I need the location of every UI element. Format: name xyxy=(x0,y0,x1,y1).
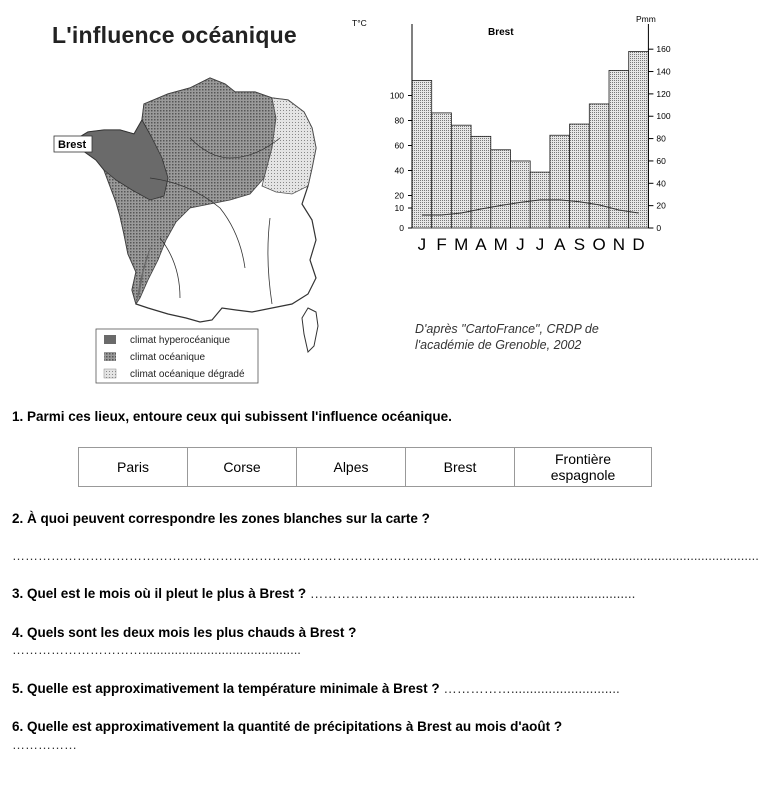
left-tick-label: 40 xyxy=(394,165,404,176)
place-cell-corse[interactable]: Corse xyxy=(188,448,297,487)
month-label: M xyxy=(493,235,508,254)
precipitation-bar xyxy=(471,136,491,228)
precipitation-bar xyxy=(609,70,629,228)
left-tick-label: 0 xyxy=(399,223,404,233)
month-label: J xyxy=(516,235,525,254)
source-line: l'académie de Grenoble, 2002 xyxy=(415,338,582,352)
legend-label: climat océanique xyxy=(130,352,206,363)
question-5-text: 5. Quelle est approximativement la température minimale à Brest ? xyxy=(12,681,440,696)
places-table xyxy=(78,447,652,487)
question-2: 2. À quoi peuvent correspondre les zones blanches sur la carte ? xyxy=(12,511,430,526)
question-3-text: 3. Quel est le mois où il pleut le plus à Brest ? xyxy=(12,586,307,601)
map-legend xyxy=(96,329,258,383)
place-cell-paris[interactable]: Paris xyxy=(79,448,188,487)
answer-line-2[interactable]: ……………………………………………………………………………………………………...................................................................... xyxy=(12,548,759,563)
precipitation-bar xyxy=(589,104,609,228)
answer-line-4[interactable]: …………………………............................................ xyxy=(12,642,301,657)
map-label-brest: Brest xyxy=(58,139,87,151)
right-axis-label: Pmm xyxy=(636,14,656,24)
month-label: D xyxy=(632,235,645,254)
month-label: A xyxy=(475,235,487,254)
month-label: J xyxy=(417,235,427,254)
climate-chart xyxy=(340,8,671,268)
climate-figure xyxy=(40,8,671,388)
left-tick-label: 80 xyxy=(394,115,404,126)
source-line: D'après "CartoFrance", CRDP de xyxy=(415,322,599,336)
answer-line-3[interactable]: …………………….......................................................... xyxy=(309,586,636,601)
question-6: 6. Quelle est approximativement la quantité de précipitations à Brest au mois d'août ? xyxy=(12,719,563,734)
source-citation xyxy=(415,321,599,353)
legend-swatch-medium xyxy=(104,352,116,361)
place-cell-alpes[interactable]: Alpes xyxy=(297,448,406,487)
right-tick-label: 100 xyxy=(656,111,671,122)
left-tick-label: 100 xyxy=(389,90,404,101)
left-axis-label: T°C xyxy=(352,18,367,28)
month-label: A xyxy=(554,235,566,254)
right-tick-label: 80 xyxy=(656,133,666,144)
precipitation-bar xyxy=(412,80,432,228)
month-label: J xyxy=(535,235,545,254)
right-tick-label: 120 xyxy=(656,88,671,99)
question-3 xyxy=(12,585,635,603)
chart-title: Brest xyxy=(488,27,514,38)
precipitation-bar xyxy=(629,51,649,228)
right-tick-label: 60 xyxy=(656,155,666,166)
figure-title: L'influence océanique xyxy=(52,22,297,48)
precipitation-bar xyxy=(491,150,511,228)
right-tick-label: 40 xyxy=(656,178,666,189)
question-5 xyxy=(12,680,620,698)
month-label: F xyxy=(436,235,447,254)
question-1: 1. Parmi ces lieux, entoure ceux qui subissent l'influence océanique. xyxy=(12,409,452,424)
left-tick-label: 20 xyxy=(394,190,404,201)
place-cell-frontiere[interactable]: Frontière espagnole xyxy=(515,448,652,487)
answer-line-6[interactable]: …………… xyxy=(12,737,77,752)
corsica xyxy=(302,308,318,352)
legend-label: climat hyperocéanique xyxy=(130,335,231,346)
precipitation-bar xyxy=(432,113,452,228)
precipitation-bar xyxy=(511,161,531,228)
legend-swatch-dark xyxy=(104,335,116,344)
right-tick-label: 160 xyxy=(656,44,671,55)
left-tick-label: 60 xyxy=(394,140,404,151)
month-label: N xyxy=(612,235,625,254)
month-label: O xyxy=(592,235,606,254)
question-4: 4. Quels sont les deux mois les plus chauds à Brest ? xyxy=(12,625,357,640)
france-climate-map xyxy=(40,8,340,388)
right-tick-label: 20 xyxy=(656,200,666,211)
right-tick-label: 0 xyxy=(656,223,662,233)
right-tick-label: 140 xyxy=(656,66,671,77)
month-label: M xyxy=(454,235,469,254)
place-cell-brest[interactable]: Brest xyxy=(406,448,515,487)
month-label: S xyxy=(573,235,586,254)
precipitation-bar xyxy=(570,124,590,228)
left-tick-label: 10 xyxy=(394,203,404,213)
precipitation-bar xyxy=(550,135,570,228)
legend-swatch-light xyxy=(104,369,116,378)
answer-line-5[interactable]: ……………............................. xyxy=(443,681,620,696)
legend-label: climat océanique dégradé xyxy=(130,369,245,380)
